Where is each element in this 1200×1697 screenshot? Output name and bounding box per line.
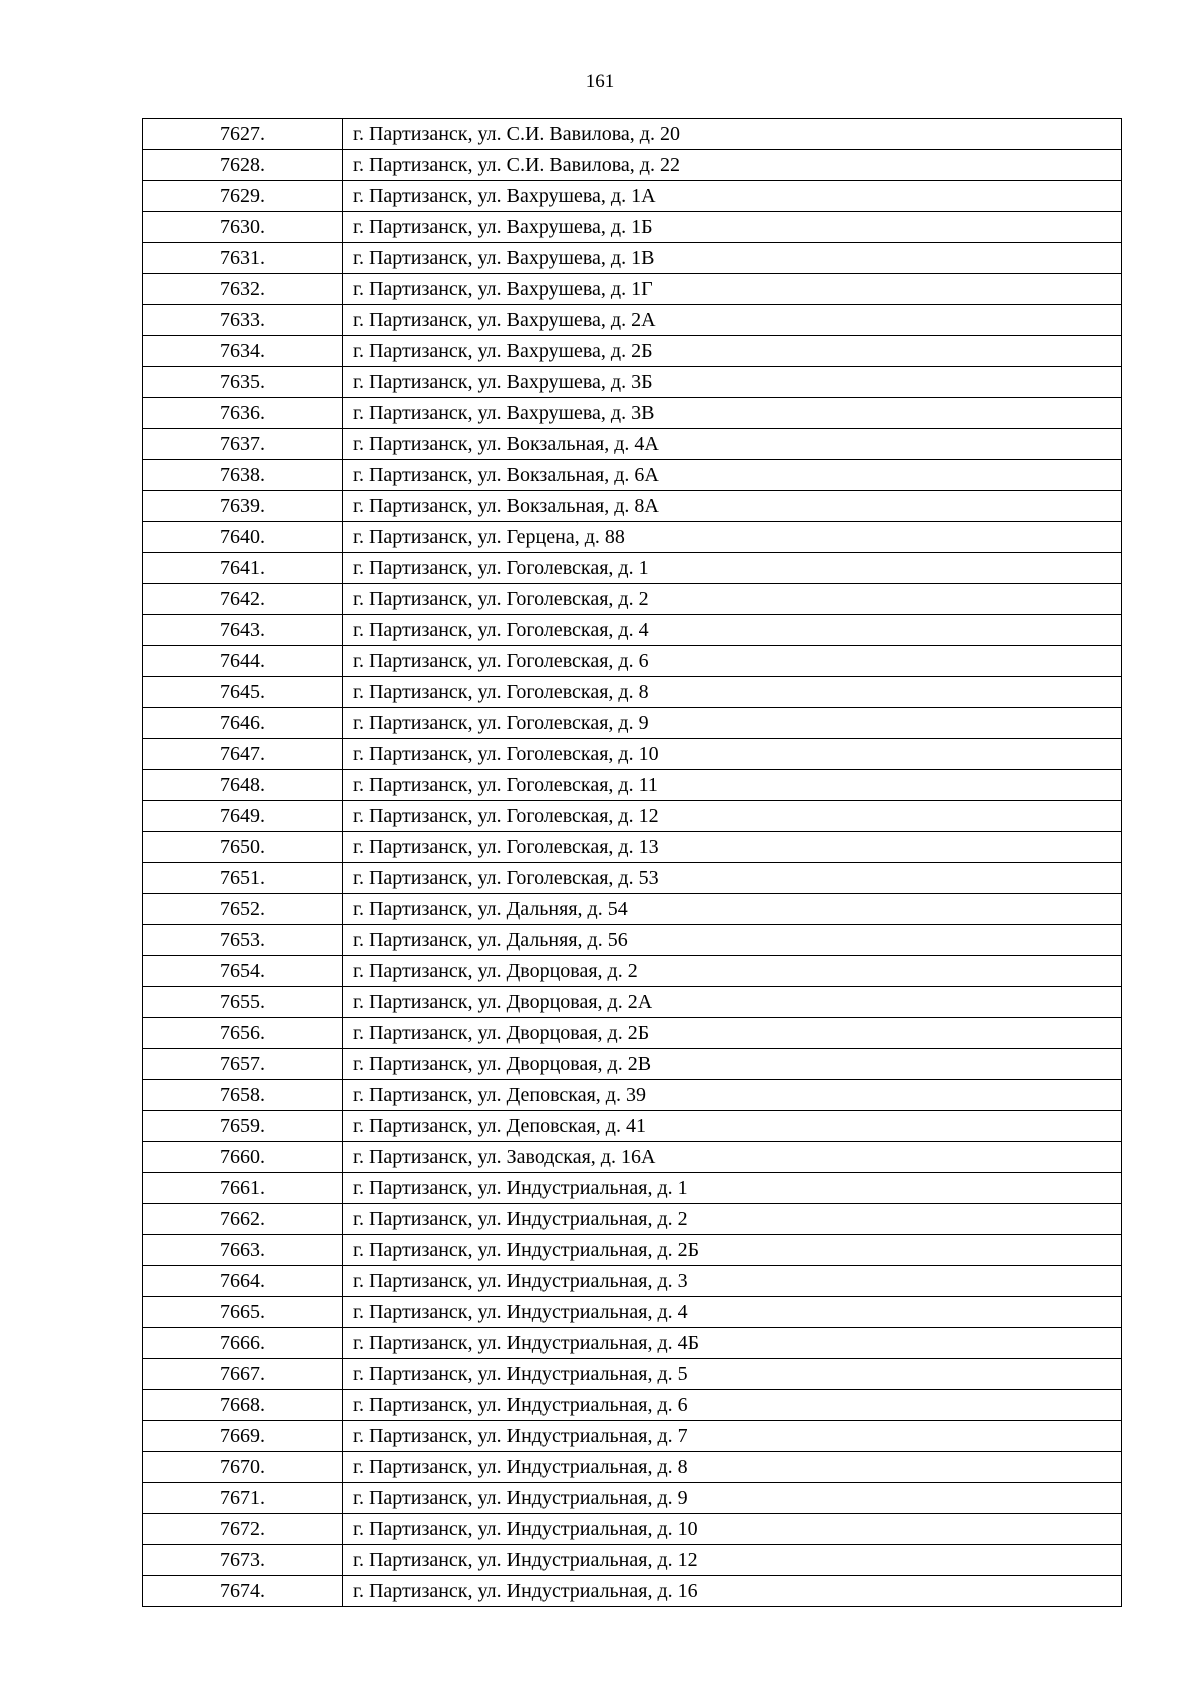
- row-number: 7661.: [143, 1173, 343, 1204]
- row-number: 7659.: [143, 1111, 343, 1142]
- row-address: г. Партизанск, ул. Индустриальная, д. 2Б: [343, 1235, 1122, 1266]
- row-address: г. Партизанск, ул. Индустриальная, д. 1: [343, 1173, 1122, 1204]
- row-number: 7647.: [143, 739, 343, 770]
- row-number: 7648.: [143, 770, 343, 801]
- table-row: [143, 1452, 1122, 1483]
- row-number: 7637.: [143, 429, 343, 460]
- page-number: 161: [585, 71, 615, 92]
- row-number: 7633.: [143, 305, 343, 336]
- row-address: г. Партизанск, ул. Деповская, д. 41: [343, 1111, 1122, 1142]
- address-table-body: [143, 119, 1122, 1607]
- table-row: [143, 1390, 1122, 1421]
- row-address: г. Партизанск, ул. Вахрушева, д. 1Б: [343, 212, 1122, 243]
- table-row: [143, 956, 1122, 987]
- row-number: 7629.: [143, 181, 343, 212]
- row-number: 7634.: [143, 336, 343, 367]
- table-row: [143, 584, 1122, 615]
- row-number: 7646.: [143, 708, 343, 739]
- table-row: [143, 739, 1122, 770]
- row-address: г. Партизанск, ул. Гоголевская, д. 53: [343, 863, 1122, 894]
- row-number: 7671.: [143, 1483, 343, 1514]
- row-address: г. Партизанск, ул. Деповская, д. 39: [343, 1080, 1122, 1111]
- table-row: [143, 1266, 1122, 1297]
- table-row: [143, 1328, 1122, 1359]
- row-address: г. Партизанск, ул. Гоголевская, д. 4: [343, 615, 1122, 646]
- row-number: 7650.: [143, 832, 343, 863]
- row-address: г. Партизанск, ул. Гоголевская, д. 10: [343, 739, 1122, 770]
- table-row: [143, 1142, 1122, 1173]
- table-row: [143, 243, 1122, 274]
- table-row: [143, 305, 1122, 336]
- table-row: [143, 1111, 1122, 1142]
- row-address: г. Партизанск, ул. Гоголевская, д. 1: [343, 553, 1122, 584]
- row-address: г. Партизанск, ул. Дворцовая, д. 2Б: [343, 1018, 1122, 1049]
- row-address: г. Партизанск, ул. Вахрушева, д. 1В: [343, 243, 1122, 274]
- row-number: 7674.: [143, 1576, 343, 1607]
- row-number: 7632.: [143, 274, 343, 305]
- row-address: г. Партизанск, ул. Индустриальная, д. 6: [343, 1390, 1122, 1421]
- row-address: г. Партизанск, ул. Вахрушева, д. 2А: [343, 305, 1122, 336]
- table-row: [143, 212, 1122, 243]
- table-row: [143, 181, 1122, 212]
- table-row: [143, 367, 1122, 398]
- table-row: [143, 1049, 1122, 1080]
- row-number: 7639.: [143, 491, 343, 522]
- row-number: 7673.: [143, 1545, 343, 1576]
- row-number: 7643.: [143, 615, 343, 646]
- row-number: 7656.: [143, 1018, 343, 1049]
- table-row: [143, 398, 1122, 429]
- row-number: 7664.: [143, 1266, 343, 1297]
- table-row: [143, 646, 1122, 677]
- row-address: г. Партизанск, ул. Индустриальная, д. 4Б: [343, 1328, 1122, 1359]
- table-row: [143, 1359, 1122, 1390]
- table-row: [143, 1514, 1122, 1545]
- row-address: г. Партизанск, ул. С.И. Вавилова, д. 22: [343, 150, 1122, 181]
- row-number: 7667.: [143, 1359, 343, 1390]
- row-number: 7644.: [143, 646, 343, 677]
- row-number: 7651.: [143, 863, 343, 894]
- row-address: г. Партизанск, ул. Индустриальная, д. 3: [343, 1266, 1122, 1297]
- table-row: [143, 1576, 1122, 1607]
- table-row: [143, 1297, 1122, 1328]
- table-row: [143, 1421, 1122, 1452]
- table-row: [143, 925, 1122, 956]
- row-address: г. Партизанск, ул. Дворцовая, д. 2: [343, 956, 1122, 987]
- table-row: [143, 863, 1122, 894]
- row-address: г. Партизанск, ул. Индустриальная, д. 2: [343, 1204, 1122, 1235]
- table-row: [143, 336, 1122, 367]
- table-row: [143, 429, 1122, 460]
- table-row: [143, 553, 1122, 584]
- table-row: [143, 119, 1122, 150]
- table-row: [143, 1173, 1122, 1204]
- row-address: г. Партизанск, ул. Гоголевская, д. 12: [343, 801, 1122, 832]
- row-address: г. Партизанск, ул. Дальняя, д. 56: [343, 925, 1122, 956]
- row-address: г. Партизанск, ул. Гоголевская, д. 6: [343, 646, 1122, 677]
- row-number: 7657.: [143, 1049, 343, 1080]
- row-number: 7631.: [143, 243, 343, 274]
- table-row: [143, 987, 1122, 1018]
- table-row: [143, 1235, 1122, 1266]
- row-address: г. Партизанск, ул. Индустриальная, д. 8: [343, 1452, 1122, 1483]
- table-row: [143, 274, 1122, 305]
- row-number: 7640.: [143, 522, 343, 553]
- row-address: г. Партизанск, ул. Дальняя, д. 54: [343, 894, 1122, 925]
- row-address: г. Партизанск, ул. Вокзальная, д. 6А: [343, 460, 1122, 491]
- row-address: г. Партизанск, ул. Индустриальная, д. 12: [343, 1545, 1122, 1576]
- table-row: [143, 460, 1122, 491]
- row-address: г. Партизанск, ул. Индустриальная, д. 10: [343, 1514, 1122, 1545]
- row-number: 7655.: [143, 987, 343, 1018]
- row-number: 7662.: [143, 1204, 343, 1235]
- row-address: г. Партизанск, ул. Вахрушева, д. 1Г: [343, 274, 1122, 305]
- table-row: [143, 801, 1122, 832]
- row-number: 7653.: [143, 925, 343, 956]
- row-address: г. Партизанск, ул. Индустриальная, д. 16: [343, 1576, 1122, 1607]
- table-row: [143, 150, 1122, 181]
- row-address: г. Партизанск, ул. Гоголевская, д. 8: [343, 677, 1122, 708]
- row-number: 7672.: [143, 1514, 343, 1545]
- row-number: 7636.: [143, 398, 343, 429]
- row-number: 7658.: [143, 1080, 343, 1111]
- row-number: 7641.: [143, 553, 343, 584]
- row-address: г. Партизанск, ул. Гоголевская, д. 2: [343, 584, 1122, 615]
- row-number: 7670.: [143, 1452, 343, 1483]
- row-number: 7665.: [143, 1297, 343, 1328]
- row-number: 7666.: [143, 1328, 343, 1359]
- row-address: г. Партизанск, ул. Гоголевская, д. 11: [343, 770, 1122, 801]
- row-address: г. Партизанск, ул. Вахрушева, д. 1А: [343, 181, 1122, 212]
- table-row: [143, 1204, 1122, 1235]
- row-number: 7663.: [143, 1235, 343, 1266]
- row-number: 7645.: [143, 677, 343, 708]
- row-number: 7628.: [143, 150, 343, 181]
- row-number: 7668.: [143, 1390, 343, 1421]
- row-address: г. Партизанск, ул. Вахрушева, д. 2Б: [343, 336, 1122, 367]
- row-address: г. Партизанск, ул. Вокзальная, д. 8А: [343, 491, 1122, 522]
- row-address: г. Партизанск, ул. Дворцовая, д. 2А: [343, 987, 1122, 1018]
- row-address: г. Партизанск, ул. Гоголевская, д. 13: [343, 832, 1122, 863]
- table-row: [143, 677, 1122, 708]
- row-number: 7642.: [143, 584, 343, 615]
- row-address: г. Партизанск, ул. С.И. Вавилова, д. 20: [343, 119, 1122, 150]
- row-number: 7649.: [143, 801, 343, 832]
- table-row: [143, 1545, 1122, 1576]
- row-number: 7635.: [143, 367, 343, 398]
- table-row: [143, 832, 1122, 863]
- table-row: [143, 491, 1122, 522]
- table-row: [143, 894, 1122, 925]
- table-row: [143, 522, 1122, 553]
- row-number: 7654.: [143, 956, 343, 987]
- row-number: 7660.: [143, 1142, 343, 1173]
- row-address: г. Партизанск, ул. Герцена, д. 88: [343, 522, 1122, 553]
- row-number: 7669.: [143, 1421, 343, 1452]
- table-row: [143, 770, 1122, 801]
- row-address: г. Партизанск, ул. Вокзальная, д. 4А: [343, 429, 1122, 460]
- table-row: [143, 1018, 1122, 1049]
- row-address: г. Партизанск, ул. Гоголевская, д. 9: [343, 708, 1122, 739]
- table-row: [143, 708, 1122, 739]
- table-row: [143, 1080, 1122, 1111]
- row-address: г. Партизанск, ул. Вахрушева, д. 3Б: [343, 367, 1122, 398]
- row-address: г. Партизанск, ул. Индустриальная, д. 7: [343, 1421, 1122, 1452]
- row-address: г. Партизанск, ул. Индустриальная, д. 4: [343, 1297, 1122, 1328]
- table-row: [143, 615, 1122, 646]
- row-address: г. Партизанск, ул. Вахрушева, д. 3В: [343, 398, 1122, 429]
- row-number: 7638.: [143, 460, 343, 491]
- row-number: 7627.: [143, 119, 343, 150]
- row-address: г. Партизанск, ул. Заводская, д. 16А: [343, 1142, 1122, 1173]
- row-address: г. Партизанск, ул. Индустриальная, д. 9: [343, 1483, 1122, 1514]
- row-number: 7652.: [143, 894, 343, 925]
- row-number: 7630.: [143, 212, 343, 243]
- row-address: г. Партизанск, ул. Дворцовая, д. 2В: [343, 1049, 1122, 1080]
- row-address: г. Партизанск, ул. Индустриальная, д. 5: [343, 1359, 1122, 1390]
- table-row: [143, 1483, 1122, 1514]
- address-table: [142, 118, 1122, 1607]
